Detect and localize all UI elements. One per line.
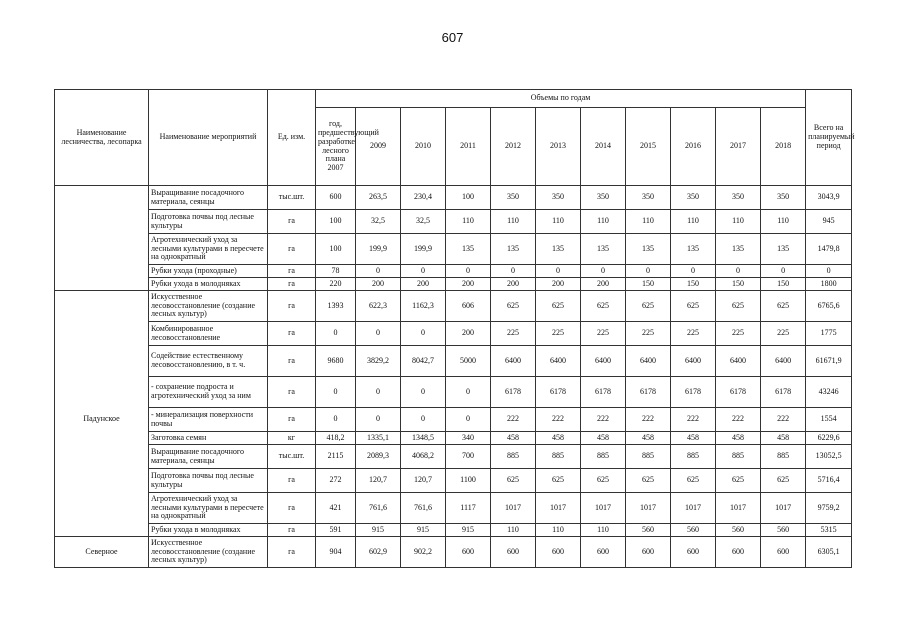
value-cell: 0 — [446, 408, 491, 432]
total-cell: 13052,5 — [806, 445, 852, 469]
org-cell — [55, 469, 149, 493]
org-cell — [55, 524, 149, 537]
value-cell: 6178 — [761, 377, 806, 408]
value-cell: 120,7 — [356, 469, 401, 493]
value-cell: 225 — [491, 322, 536, 346]
value-cell: 560 — [761, 524, 806, 537]
value-cell: 150 — [671, 278, 716, 291]
value-cell: 6178 — [626, 377, 671, 408]
value-cell: 110 — [491, 524, 536, 537]
value-cell: 625 — [626, 291, 671, 322]
value-cell: 1348,5 — [401, 432, 446, 445]
value-cell: 350 — [716, 186, 761, 210]
value-cell: 625 — [716, 469, 761, 493]
value-cell: 0 — [401, 377, 446, 408]
value-cell: 700 — [446, 445, 491, 469]
total-cell: 5716,4 — [806, 469, 852, 493]
value-cell: 135 — [536, 234, 581, 265]
base-year-cell: 100 — [316, 234, 356, 265]
total-cell: 945 — [806, 210, 852, 234]
value-cell: 0 — [626, 265, 671, 278]
value-cell: 6400 — [716, 346, 761, 377]
activity-cell: Искусственное лесовосстановление (создание лесных культур) — [149, 291, 268, 322]
value-cell: 110 — [716, 210, 761, 234]
value-cell: 200 — [401, 278, 446, 291]
value-cell: 602,9 — [356, 537, 401, 568]
value-cell: 1100 — [446, 469, 491, 493]
table-row — [55, 346, 852, 377]
table-row — [55, 234, 852, 265]
value-cell: 5000 — [446, 346, 491, 377]
activity-cell: Агротехнический уход за лесными культурами в пересчете на однократный — [149, 234, 268, 265]
value-cell: 0 — [356, 322, 401, 346]
value-cell: 458 — [761, 432, 806, 445]
unit-cell: га — [268, 278, 316, 291]
value-cell: 885 — [626, 445, 671, 469]
value-cell: 560 — [671, 524, 716, 537]
table-row — [55, 469, 852, 493]
value-cell: 110 — [581, 524, 626, 537]
value-cell: 1017 — [581, 493, 626, 524]
activity-cell: Заготовка семян — [149, 432, 268, 445]
total-cell: 1775 — [806, 322, 852, 346]
value-cell: 625 — [581, 469, 626, 493]
page-number: 607 — [441, 30, 464, 45]
value-cell: 110 — [581, 210, 626, 234]
value-cell: 625 — [536, 291, 581, 322]
total-cell: 6765,6 — [806, 291, 852, 322]
value-cell: 6400 — [761, 346, 806, 377]
org-cell — [55, 234, 149, 265]
org-cell — [55, 377, 149, 408]
org-cell: Северное — [55, 537, 149, 568]
value-cell: 135 — [491, 234, 536, 265]
header-year: 2011 — [446, 108, 491, 186]
value-cell: 199,9 — [401, 234, 446, 265]
table-header — [55, 90, 855, 186]
value-cell: 1017 — [626, 493, 671, 524]
value-cell: 6400 — [581, 346, 626, 377]
value-cell: 606 — [446, 291, 491, 322]
header-year: 2010 — [401, 108, 446, 186]
value-cell: 32,5 — [401, 210, 446, 234]
total-cell: 43246 — [806, 377, 852, 408]
activity-cell: Агротехнический уход за лесными культурами в пересчете на однократный — [149, 493, 268, 524]
value-cell: 0 — [581, 265, 626, 278]
value-cell: 6178 — [671, 377, 716, 408]
unit-cell: кг — [268, 432, 316, 445]
value-cell: 340 — [446, 432, 491, 445]
org-cell — [55, 432, 149, 445]
value-cell: 458 — [671, 432, 716, 445]
value-cell: 0 — [356, 377, 401, 408]
unit-cell: тыс.шт. — [268, 186, 316, 210]
value-cell: 135 — [626, 234, 671, 265]
org-cell — [55, 445, 149, 469]
unit-cell: га — [268, 408, 316, 432]
unit-cell: га — [268, 524, 316, 537]
base-year-cell: 9680 — [316, 346, 356, 377]
value-cell: 458 — [716, 432, 761, 445]
value-cell: 600 — [446, 537, 491, 568]
value-cell: 135 — [671, 234, 716, 265]
value-cell: 350 — [491, 186, 536, 210]
table-row — [55, 186, 852, 210]
value-cell: 0 — [761, 265, 806, 278]
value-cell: 350 — [581, 186, 626, 210]
value-cell: 350 — [671, 186, 716, 210]
value-cell: 6400 — [491, 346, 536, 377]
value-cell: 350 — [536, 186, 581, 210]
value-cell: 625 — [761, 469, 806, 493]
value-cell: 625 — [536, 469, 581, 493]
value-cell: 135 — [716, 234, 761, 265]
unit-cell: га — [268, 210, 316, 234]
value-cell: 761,6 — [401, 493, 446, 524]
base-year-cell: 272 — [316, 469, 356, 493]
header-total: Всего на планируемый период — [806, 90, 852, 186]
base-year-cell: 2115 — [316, 445, 356, 469]
value-cell: 6178 — [491, 377, 536, 408]
table-body — [55, 186, 852, 568]
value-cell: 150 — [761, 278, 806, 291]
value-cell: 625 — [716, 291, 761, 322]
activity-cell: Выращивание посадочного материала, сеянцы — [149, 445, 268, 469]
org-cell — [55, 291, 149, 322]
value-cell: 0 — [491, 265, 536, 278]
unit-cell: га — [268, 346, 316, 377]
value-cell: 885 — [581, 445, 626, 469]
header-year: 2018 — [761, 108, 806, 186]
value-cell: 600 — [581, 537, 626, 568]
header-year: 2015 — [626, 108, 671, 186]
value-cell: 0 — [356, 408, 401, 432]
value-cell: 225 — [626, 322, 671, 346]
value-cell: 6178 — [536, 377, 581, 408]
value-cell: 885 — [536, 445, 581, 469]
table-row — [55, 537, 852, 568]
value-cell: 761,6 — [356, 493, 401, 524]
value-cell: 600 — [716, 537, 761, 568]
value-cell: 1017 — [716, 493, 761, 524]
value-cell: 225 — [761, 322, 806, 346]
value-cell: 1162,3 — [401, 291, 446, 322]
total-cell: 0 — [806, 265, 852, 278]
table-row — [55, 265, 852, 278]
base-year-cell: 418,2 — [316, 432, 356, 445]
value-cell: 458 — [536, 432, 581, 445]
value-cell: 6400 — [626, 346, 671, 377]
value-cell: 225 — [581, 322, 626, 346]
value-cell: 0 — [401, 408, 446, 432]
value-cell: 625 — [491, 291, 536, 322]
value-cell: 1017 — [491, 493, 536, 524]
value-cell: 0 — [356, 265, 401, 278]
value-cell: 1335,1 — [356, 432, 401, 445]
value-cell: 885 — [716, 445, 761, 469]
value-cell: 625 — [671, 469, 716, 493]
total-cell: 1800 — [806, 278, 852, 291]
value-cell: 222 — [491, 408, 536, 432]
table-row — [55, 408, 852, 432]
header-year: 2016 — [671, 108, 716, 186]
base-year-cell: 600 — [316, 186, 356, 210]
value-cell: 120,7 — [401, 469, 446, 493]
value-cell: 1017 — [761, 493, 806, 524]
value-cell: 625 — [491, 469, 536, 493]
base-year-cell: 0 — [316, 322, 356, 346]
total-cell: 6229,6 — [806, 432, 852, 445]
total-cell: 61671,9 — [806, 346, 852, 377]
value-cell: 110 — [446, 210, 491, 234]
header-unit: Ед. изм. — [268, 90, 316, 186]
table-row — [55, 210, 852, 234]
value-cell: 4068,2 — [401, 445, 446, 469]
value-cell: 600 — [491, 537, 536, 568]
value-cell: 350 — [626, 186, 671, 210]
unit-cell: тыс.шт. — [268, 445, 316, 469]
value-cell: 6400 — [536, 346, 581, 377]
value-cell: 110 — [626, 210, 671, 234]
value-cell: 625 — [761, 291, 806, 322]
value-cell: 263,5 — [356, 186, 401, 210]
unit-cell: га — [268, 537, 316, 568]
value-cell: 560 — [626, 524, 671, 537]
unit-cell: га — [268, 377, 316, 408]
value-cell: 1017 — [536, 493, 581, 524]
activity-cell: Подготовка почвы под лесные культуры — [149, 210, 268, 234]
table-row — [55, 493, 852, 524]
forest-activities-table — [54, 89, 855, 568]
base-year-cell: 100 — [316, 210, 356, 234]
unit-cell: га — [268, 291, 316, 322]
value-cell: 1017 — [671, 493, 716, 524]
value-cell: 222 — [671, 408, 716, 432]
value-cell: 0 — [536, 265, 581, 278]
value-cell: 200 — [536, 278, 581, 291]
header-activity: Наименование мероприятий — [149, 90, 268, 186]
value-cell: 3829,2 — [356, 346, 401, 377]
value-cell: 110 — [761, 210, 806, 234]
value-cell: 222 — [536, 408, 581, 432]
value-cell: 915 — [356, 524, 401, 537]
value-cell: 2089,3 — [356, 445, 401, 469]
total-cell: 9759,2 — [806, 493, 852, 524]
header-base-year: год, предшествующий разработке лесного плана 2007 — [316, 108, 356, 186]
value-cell: 135 — [446, 234, 491, 265]
org-cell — [55, 210, 149, 234]
value-cell: 100 — [446, 186, 491, 210]
base-year-cell: 1393 — [316, 291, 356, 322]
value-cell: 150 — [716, 278, 761, 291]
header-org: Наименование лесничества, лесопарка — [55, 90, 149, 186]
value-cell: 222 — [716, 408, 761, 432]
value-cell: 200 — [581, 278, 626, 291]
value-cell: 458 — [581, 432, 626, 445]
unit-cell: га — [268, 322, 316, 346]
activity-cell: Комбинированное лесовосстановление — [149, 322, 268, 346]
activity-cell: Выращивание посадочного материала, сеянцы — [149, 186, 268, 210]
activity-cell: Подготовка почвы под лесные культуры — [149, 469, 268, 493]
value-cell: 0 — [446, 265, 491, 278]
value-cell: 200 — [491, 278, 536, 291]
org-cell — [55, 265, 149, 278]
value-cell: 625 — [671, 291, 716, 322]
total-cell: 3043,9 — [806, 186, 852, 210]
value-cell: 600 — [761, 537, 806, 568]
activity-cell: Рубки ухода (проходные) — [149, 265, 268, 278]
value-cell: 222 — [626, 408, 671, 432]
value-cell: 200 — [356, 278, 401, 291]
unit-cell: га — [268, 265, 316, 278]
value-cell: 135 — [581, 234, 626, 265]
unit-cell: га — [268, 469, 316, 493]
value-cell: 1117 — [446, 493, 491, 524]
base-year-cell: 904 — [316, 537, 356, 568]
value-cell: 6178 — [716, 377, 761, 408]
base-year-cell: 220 — [316, 278, 356, 291]
base-year-cell: 421 — [316, 493, 356, 524]
value-cell: 200 — [446, 278, 491, 291]
value-cell: 110 — [491, 210, 536, 234]
activity-cell: - минерализация поверхности почвы — [149, 408, 268, 432]
value-cell: 885 — [671, 445, 716, 469]
table-row — [55, 322, 852, 346]
table-row — [55, 377, 852, 408]
org-cell — [55, 186, 149, 210]
value-cell: 560 — [716, 524, 761, 537]
value-cell: 199,9 — [356, 234, 401, 265]
total-cell: 5315 — [806, 524, 852, 537]
value-cell: 32,5 — [356, 210, 401, 234]
value-cell: 600 — [626, 537, 671, 568]
value-cell: 600 — [671, 537, 716, 568]
value-cell: 458 — [491, 432, 536, 445]
header-year: 2014 — [581, 108, 626, 186]
org-cell — [55, 346, 149, 377]
base-year-cell: 78 — [316, 265, 356, 278]
header-year: 2017 — [716, 108, 761, 186]
base-year-cell: 0 — [316, 377, 356, 408]
value-cell: 458 — [626, 432, 671, 445]
value-cell: 110 — [536, 524, 581, 537]
value-cell: 8042,7 — [401, 346, 446, 377]
base-year-cell: 591 — [316, 524, 356, 537]
table-row — [55, 432, 852, 445]
value-cell: 110 — [536, 210, 581, 234]
total-cell: 1479,8 — [806, 234, 852, 265]
unit-cell: га — [268, 234, 316, 265]
org-cell — [55, 278, 149, 291]
header-year: 2009 — [356, 108, 401, 186]
activity-cell: - сохранение подроста и агротехнический уход за ним — [149, 377, 268, 408]
value-cell: 885 — [491, 445, 536, 469]
org-cell: Падунское — [55, 408, 149, 432]
value-cell: 6178 — [581, 377, 626, 408]
total-cell: 6305,1 — [806, 537, 852, 568]
activity-cell: Рубки ухода в молодняках — [149, 524, 268, 537]
header-volumes: Объемы по годам — [316, 90, 806, 108]
value-cell: 0 — [671, 265, 716, 278]
table-row — [55, 445, 852, 469]
value-cell: 0 — [446, 377, 491, 408]
value-cell: 600 — [536, 537, 581, 568]
value-cell: 225 — [671, 322, 716, 346]
value-cell: 0 — [401, 322, 446, 346]
value-cell: 222 — [581, 408, 626, 432]
value-cell: 885 — [761, 445, 806, 469]
activity-cell: Рубки ухода в молодняках — [149, 278, 268, 291]
total-cell: 1554 — [806, 408, 852, 432]
value-cell: 6400 — [671, 346, 716, 377]
value-cell: 225 — [716, 322, 761, 346]
value-cell: 225 — [536, 322, 581, 346]
value-cell: 0 — [401, 265, 446, 278]
value-cell: 150 — [626, 278, 671, 291]
value-cell: 110 — [671, 210, 716, 234]
table-row — [55, 524, 852, 537]
value-cell: 625 — [626, 469, 671, 493]
header-year: 2012 — [491, 108, 536, 186]
activity-cell: Содействие естественному лесовосстановлению, в т. ч. — [149, 346, 268, 377]
value-cell: 915 — [401, 524, 446, 537]
value-cell: 222 — [761, 408, 806, 432]
value-cell: 0 — [716, 265, 761, 278]
value-cell: 915 — [446, 524, 491, 537]
base-year-cell: 0 — [316, 408, 356, 432]
header-year: 2013 — [536, 108, 581, 186]
value-cell: 200 — [446, 322, 491, 346]
value-cell: 135 — [761, 234, 806, 265]
value-cell: 350 — [761, 186, 806, 210]
org-cell — [55, 493, 149, 524]
value-cell: 902,2 — [401, 537, 446, 568]
value-cell: 625 — [581, 291, 626, 322]
value-cell: 622,3 — [356, 291, 401, 322]
unit-cell: га — [268, 493, 316, 524]
table-row — [55, 278, 852, 291]
value-cell: 230,4 — [401, 186, 446, 210]
table-row — [55, 291, 852, 322]
activity-cell: Искусственное лесовосстановление (создание лесных культур) — [149, 537, 268, 568]
org-cell — [55, 322, 149, 346]
